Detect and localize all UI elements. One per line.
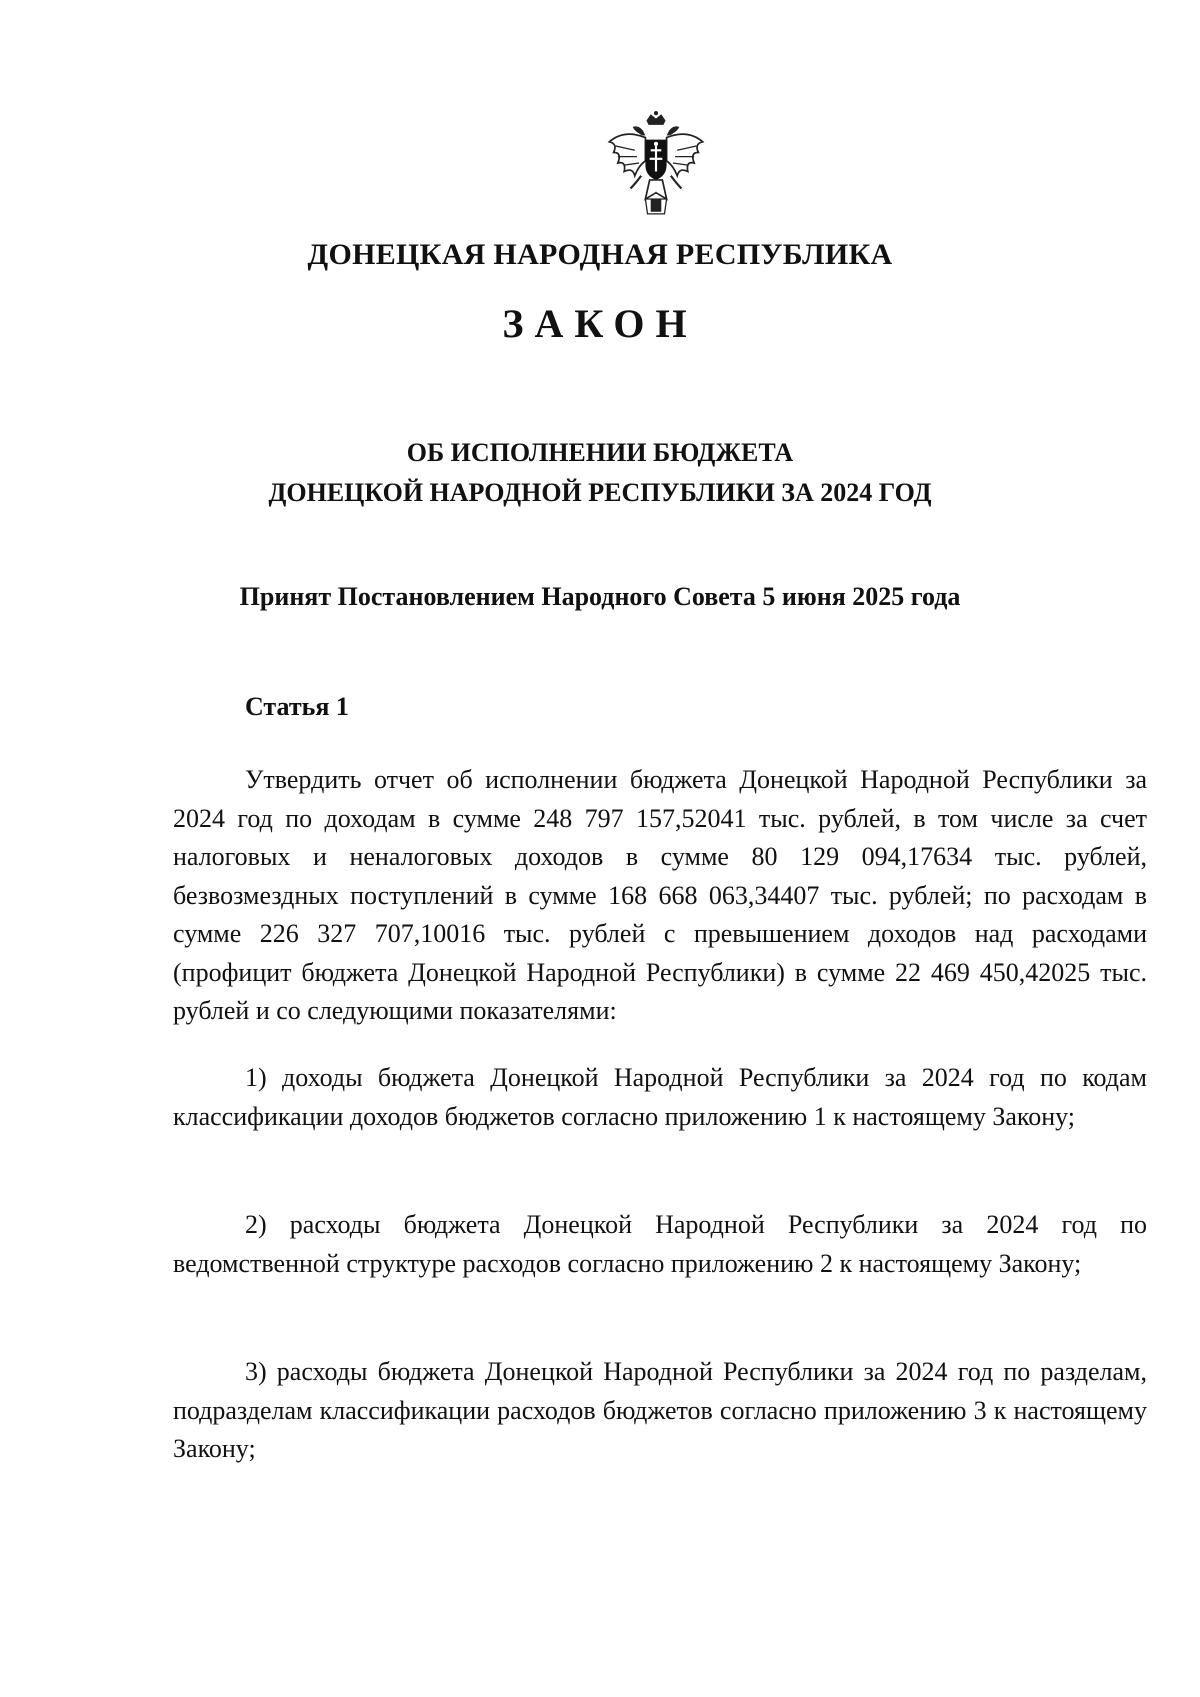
republic-name: ДОНЕЦКАЯ НАРОДНАЯ РЕСПУБЛИКА xyxy=(307,238,893,271)
article-item-1: 1) доходы бюджета Донецкой Народной Республики за 2024 год по кодам классификации доходов бюджетов согласно приложению 1 к настоящему Закону; xyxy=(173,1063,1147,1131)
article-item-3: 3) расходы бюджета Донецкой Народной Республики за 2024 год по разделам, подразделам классификации расходов бюджетов согласно приложению 3 к настоящему Закону; xyxy=(173,1357,1147,1463)
law-title xyxy=(0,433,1200,513)
act-type-heading: ЗАКОН xyxy=(502,301,698,346)
law-title-line-2: ДОНЕЦКОЙ НАРОДНОЙ РЕСПУБЛИКИ ЗА 2024 ГОД xyxy=(268,478,932,507)
article-heading: Статья 1 xyxy=(245,692,349,721)
article-item-2: 2) расходы бюджета Донецкой Народной Республики за 2024 год по ведомственной структуре расходов согласно приложению 2 к настоящему Закону; xyxy=(173,1210,1147,1278)
adoption-note: Принят Постановлением Народного Совета 5 июня 2025 года xyxy=(239,582,961,611)
coat-of-arms-icon xyxy=(603,110,709,216)
article-intro-paragraph: Утвердить отчет об исполнении бюджета Донецкой Народной Республики за 2024 год по доходам в сумме 248 797 157,52041 тыс. рублей, в том числе за счет налоговых и неналоговых доходов в сумме 80 129 094,17634 тыс. рублей, безвозмездных поступлений в сумме 168 668 063,34407 тыс. рублей; по расходам в сумме 226 327 707,10016 тыс. рублей с превышением доходов над расходами (профицит бюджета Донецкой Народной Республики) в сумме 22 469 450,42025 тыс. рублей и со следующими показателями: xyxy=(173,765,1147,1025)
law-title-line-1: ОБ ИСПОЛНЕНИИ БЮДЖЕТА xyxy=(406,438,794,467)
